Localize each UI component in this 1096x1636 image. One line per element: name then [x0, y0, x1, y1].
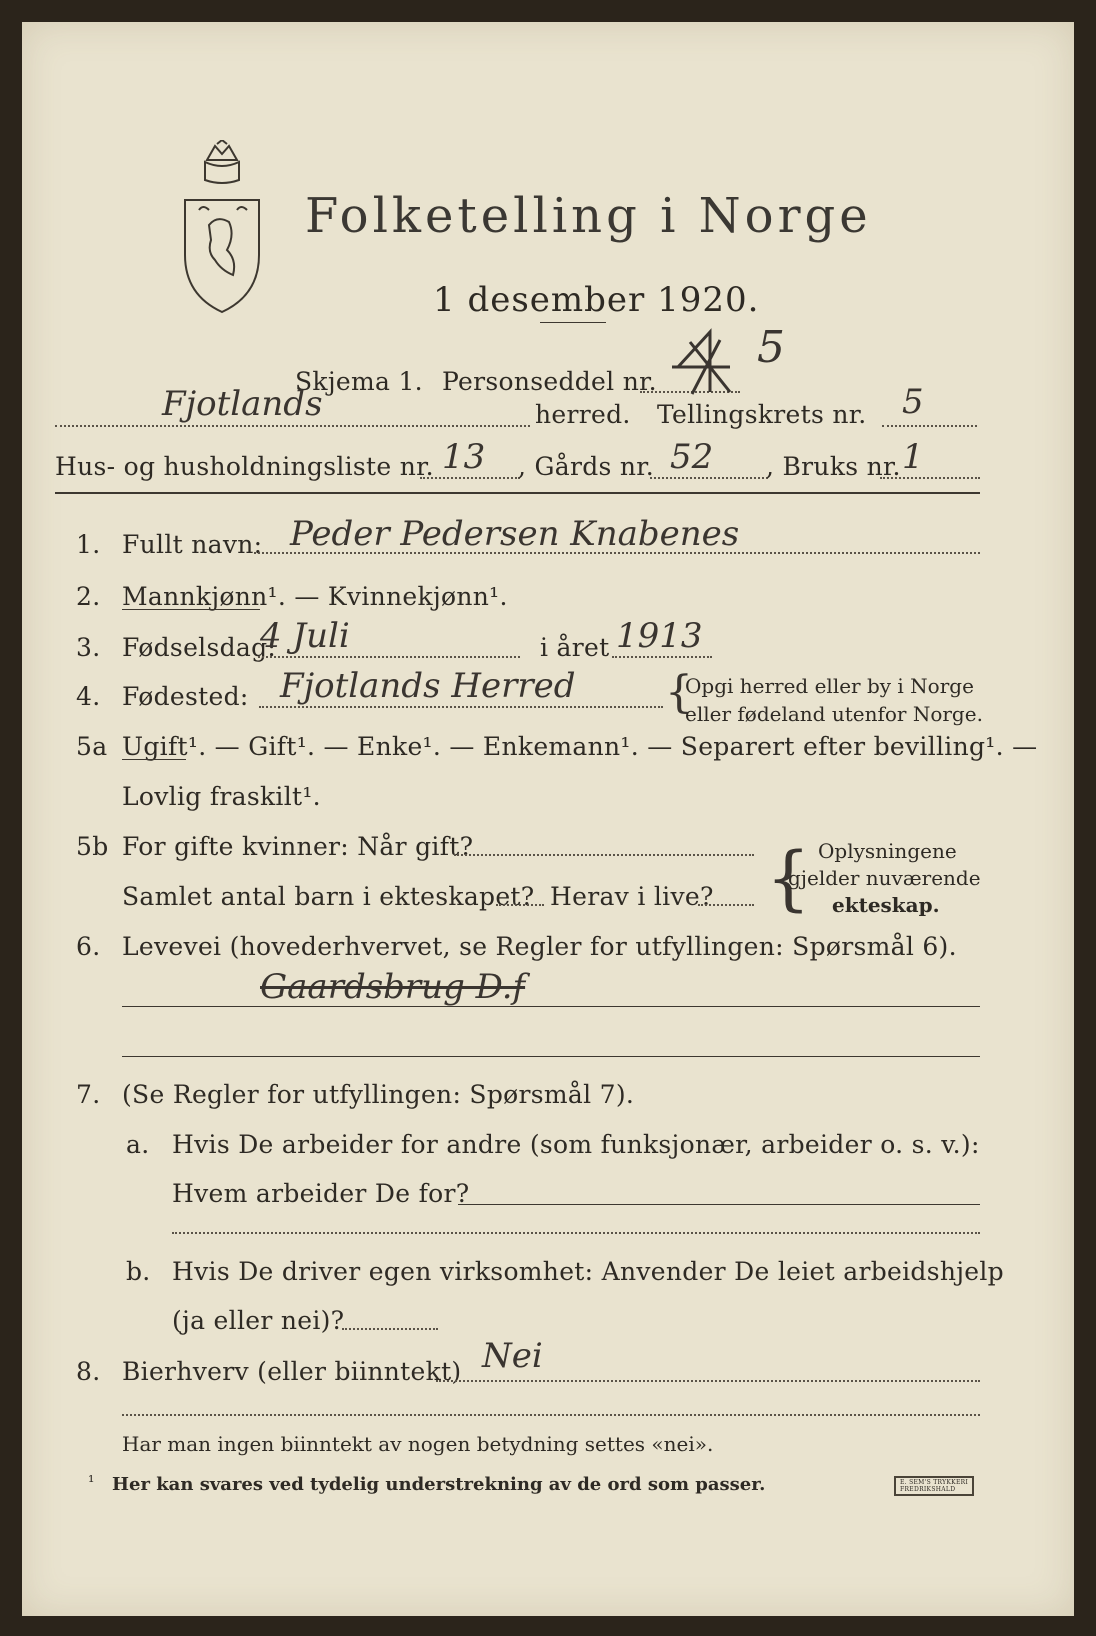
personseddel-label: Personseddel nr.: [442, 367, 657, 396]
q4-brace: {: [665, 667, 693, 718]
gards-label: , Gårds nr.: [518, 452, 655, 481]
footer-note: Har man ingen biinntekt av nogen betydning settes «nei».: [122, 1432, 714, 1456]
coat-of-arms-icon: [177, 140, 267, 315]
q6-line-1: [122, 1006, 980, 1007]
q4-number: 4.: [76, 682, 101, 711]
q6-label: Levevei (hovederhvervet, se Regler for utfyllingen: Spørsmål 6).: [122, 932, 957, 961]
printer-stamp-line-1: E. SEM'S TRYKKERI: [900, 1479, 969, 1486]
q5b-label-2: Samlet antal barn i ekteskapet?: [122, 882, 535, 911]
q7-label: (Se Regler for utfyllingen: Spørsmål 7).: [122, 1080, 635, 1109]
q6-number: 6.: [76, 932, 101, 961]
q1-label: Fullt navn:: [122, 530, 263, 559]
census-form: [22, 22, 1074, 1616]
census-date: 1 desember 1920.: [433, 280, 760, 320]
bruks-value[interactable]: 1: [902, 437, 924, 477]
hus-dots: [420, 477, 520, 479]
q5b-brace: {: [766, 837, 811, 919]
q3-year-value[interactable]: 1913: [616, 616, 703, 656]
q4-label: Fødested:: [122, 682, 249, 711]
printer-stamp-line-2: FREDRIKSHALD: [900, 1486, 956, 1493]
gards-value[interactable]: 52: [670, 437, 714, 477]
q5a-underline: [122, 759, 186, 760]
herred-dots: [55, 425, 530, 427]
q7b-dots: [342, 1328, 438, 1330]
q5b-dots-3: [698, 904, 754, 906]
bruks-label: , Bruks nr.: [766, 452, 901, 481]
struck-number-icon: [670, 322, 750, 402]
footnote: Her kan svares ved tydelig understrekning av de ord som passer.: [112, 1474, 766, 1495]
q6-value[interactable]: Gaardsbrug D.f: [260, 967, 526, 1007]
q5a-label: Ugift¹. — Gift¹. — Enke¹. — Enkemann¹. — Separert efter bevilling¹. —: [122, 732, 1038, 761]
q5a-number: 5a: [76, 732, 108, 761]
q3-value[interactable]: 4 Juli: [260, 616, 350, 656]
q5b-note-3: ekteskap.: [832, 893, 940, 917]
q8-label: Bierhverv (eller biinntekt): [122, 1357, 462, 1386]
q5b-label: For gifte kvinner: Når gift?: [122, 832, 474, 861]
personseddel-value[interactable]: 5: [757, 322, 785, 373]
q6-line-2: [122, 1056, 980, 1057]
q5b-note-1: Oplysningene: [818, 839, 957, 863]
q2-label: Mannkjønn¹. — Kvinnekjønn¹.: [122, 582, 508, 611]
q3-dots: [258, 656, 520, 658]
q7a-number: a.: [126, 1130, 150, 1159]
q3-year-dots: [612, 656, 712, 658]
header-rule: [55, 492, 980, 494]
q3-label: Fødselsdag:: [122, 633, 277, 662]
q7a-label: Hvis De arbeider for andre (som funksjonær, arbeider o. s. v.):: [172, 1130, 980, 1159]
q7-number: 7.: [76, 1080, 101, 1109]
herred-label: herred.: [535, 400, 631, 429]
q5b-label-3: Herav i live?: [550, 882, 714, 911]
title-divider: [540, 322, 606, 323]
herred-value[interactable]: Fjotlands: [162, 384, 323, 424]
q5b-dots-1: [454, 854, 754, 856]
q5b-dots-2: [496, 904, 544, 906]
hus-value[interactable]: 13: [442, 437, 486, 477]
q3-year-label: i året: [540, 633, 610, 662]
q4-dots: [259, 706, 663, 708]
q4-note-1: Opgi herred eller by i Norge: [685, 674, 974, 698]
q4-note-2: eller fødeland utenfor Norge.: [685, 702, 983, 726]
q8-dots-2: [122, 1414, 980, 1416]
q7b-label-2: (ja eller nei)?: [172, 1306, 345, 1335]
q7a-line-2: [172, 1232, 980, 1234]
q5b-number: 5b: [76, 832, 109, 861]
q2-underline: [122, 609, 260, 610]
q2-number: 2.: [76, 582, 101, 611]
q5a-label-2: Lovlig fraskilt¹.: [122, 782, 321, 811]
tellingskrets-label: Tellingskrets nr.: [657, 400, 867, 429]
bruks-dots: [880, 477, 980, 479]
q8-value[interactable]: Nei: [482, 1336, 543, 1376]
q7a-label-2: Hvem arbeider De for?: [172, 1179, 470, 1208]
q3-number: 3.: [76, 633, 101, 662]
form-title: Folketelling i Norge: [305, 188, 872, 244]
printer-stamp: [894, 1476, 974, 1496]
q7b-number: b.: [126, 1257, 151, 1286]
q1-number: 1.: [76, 530, 101, 559]
husholdningsliste-label: Hus- og husholdningsliste nr.: [55, 452, 434, 481]
q8-number: 8.: [76, 1357, 101, 1386]
q7b-label: Hvis De driver egen virksomhet: Anvender De leiet arbeidshjelp: [172, 1257, 1004, 1286]
footnote-mark: ¹: [88, 1472, 95, 1491]
q4-value[interactable]: Fjotlands Herred: [280, 666, 576, 706]
skjema-label: Skjema 1.: [295, 367, 423, 396]
q8-dots: [436, 1380, 980, 1382]
gards-dots: [650, 477, 768, 479]
q7a-line-1: [458, 1204, 980, 1205]
q1-value[interactable]: Peder Pedersen Knabenes: [290, 514, 740, 554]
tellingskrets-dots: [882, 425, 977, 427]
q5b-note-2: gjelder nuværende: [788, 866, 981, 890]
tellingskrets-value[interactable]: 5: [902, 382, 924, 422]
